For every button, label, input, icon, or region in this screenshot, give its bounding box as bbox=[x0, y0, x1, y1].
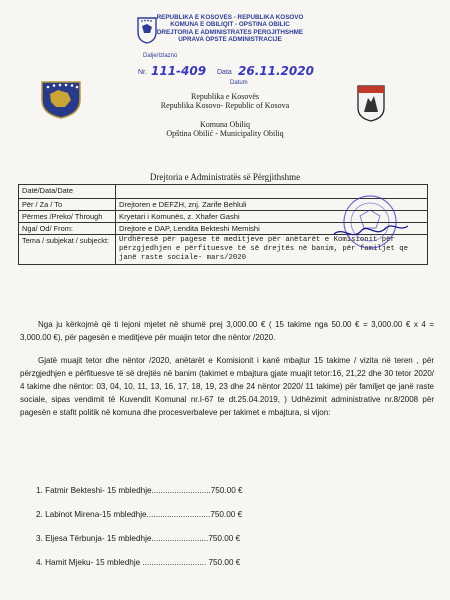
nr-label: Nr. bbox=[138, 69, 147, 76]
data-value: 26.11.2020 bbox=[238, 64, 314, 78]
datum-label: Datum bbox=[230, 80, 248, 86]
table-value: Drejtore e DAP, Lendita Bekteshi Memishi bbox=[116, 223, 428, 235]
list-item: 1. Fatmir Bekteshi- 15 mbledhje..........................750.00 € bbox=[36, 486, 243, 495]
table-key: Datë/Data/Date bbox=[19, 185, 116, 199]
department-title: Drejtoria e Administratës së Përgjithshme bbox=[149, 172, 301, 182]
data-label: Data bbox=[217, 69, 232, 76]
table-value: Kryetari i Komunës, z. Xhafer Gashi bbox=[116, 211, 428, 223]
table-key: Përmes /Preko/ Through bbox=[19, 211, 116, 223]
nr-value: 111-409 bbox=[151, 64, 207, 78]
stamp-line: UPRAVA OPŠTE ADMINISTRACIJE bbox=[178, 35, 282, 43]
paragraph-details: Gjatë muajit tetor dhe nëntor /2020, anëtarët e Komisionit i kanë mbajtur 15 takime / vizita në teren , për përzgjedhjen e përfituesve të së drejtës në banim (takimet e mbajtura gjate muajit tetor:16, 21,22 dhe 30 tetor 2020/ 4 takime dhe nëntor: 03, 04, 10, 11, 13, 16, 17, 18, 19, 23 dhe 24 nëntor 2020/ 11 takime) për familjet qe janë raste sociale, sipas vendimit të Kuvendit Komunal nr.I-67 te dt.25.04.2019, ) Udhëzimit administrative nr.8/2008 për pagesën e stafit politik në komuna dhe procesverbaleve per takimet e mbajtura, si vijon: bbox=[20, 356, 434, 417]
dalje-label: Dalje/Izlazno bbox=[143, 53, 178, 59]
list-item: 4. Hamit Mjeku- 15 mbledhje ............................ 750.00 € bbox=[36, 558, 241, 567]
table-value: Drejtoren e DEFZH, znj. Zarife Behluli bbox=[116, 199, 428, 211]
stamp-line: DREJTORIA E ADMINISTRATËS PËRGJITHSHME bbox=[156, 28, 304, 36]
republic-line-1: Republika e Kosovës bbox=[191, 92, 259, 101]
list-item: 2. Labinot Mirena-15 mbledhje............................750.00 € bbox=[36, 510, 243, 519]
stamp-line: REPUBLIKA E KOSOVËS - REPUBLIKA KOSOVO bbox=[156, 14, 304, 21]
paragraph-request: Nga ju kërkojmë që ti lejoni mjetet në shumë prej 3,000.00 € ( 15 takime nga 50.00 € = 3,000.00 € x 4 = 3,000.00 €), për pagesën e meditjeve për muajin tetor dhe nëntor /2020. bbox=[20, 320, 434, 342]
round-official-stamp-icon bbox=[330, 186, 410, 266]
stamp-line: KOMUNA E OBILIQIT - OPŠTINA OBILIĆ bbox=[170, 21, 290, 29]
municipality-line-1: Komuna Obiliq bbox=[200, 120, 250, 129]
table-value: Urdhëresë për pagese të meditjeve për anëtarët e Komisionit për përzgjedhjen e përfituesve të së drejtës në banim, për familjet qe janë raste sociale- mars/2020 bbox=[116, 235, 428, 265]
municipality-line-2: Opština Obilić - Municipality Obiliq bbox=[166, 129, 284, 138]
table-key: Për / Za / To bbox=[19, 199, 116, 211]
republic-line-2: Republika Kosovo- Republic of Kosova bbox=[160, 101, 290, 110]
list-item: 3. Eljesa Tërbunja- 15 mbledhje.........................750.00 € bbox=[36, 534, 241, 543]
table-key: Nga/ Od/ From: bbox=[19, 223, 116, 235]
table-key: Tema / subjekat / subjeckt: bbox=[19, 235, 116, 265]
